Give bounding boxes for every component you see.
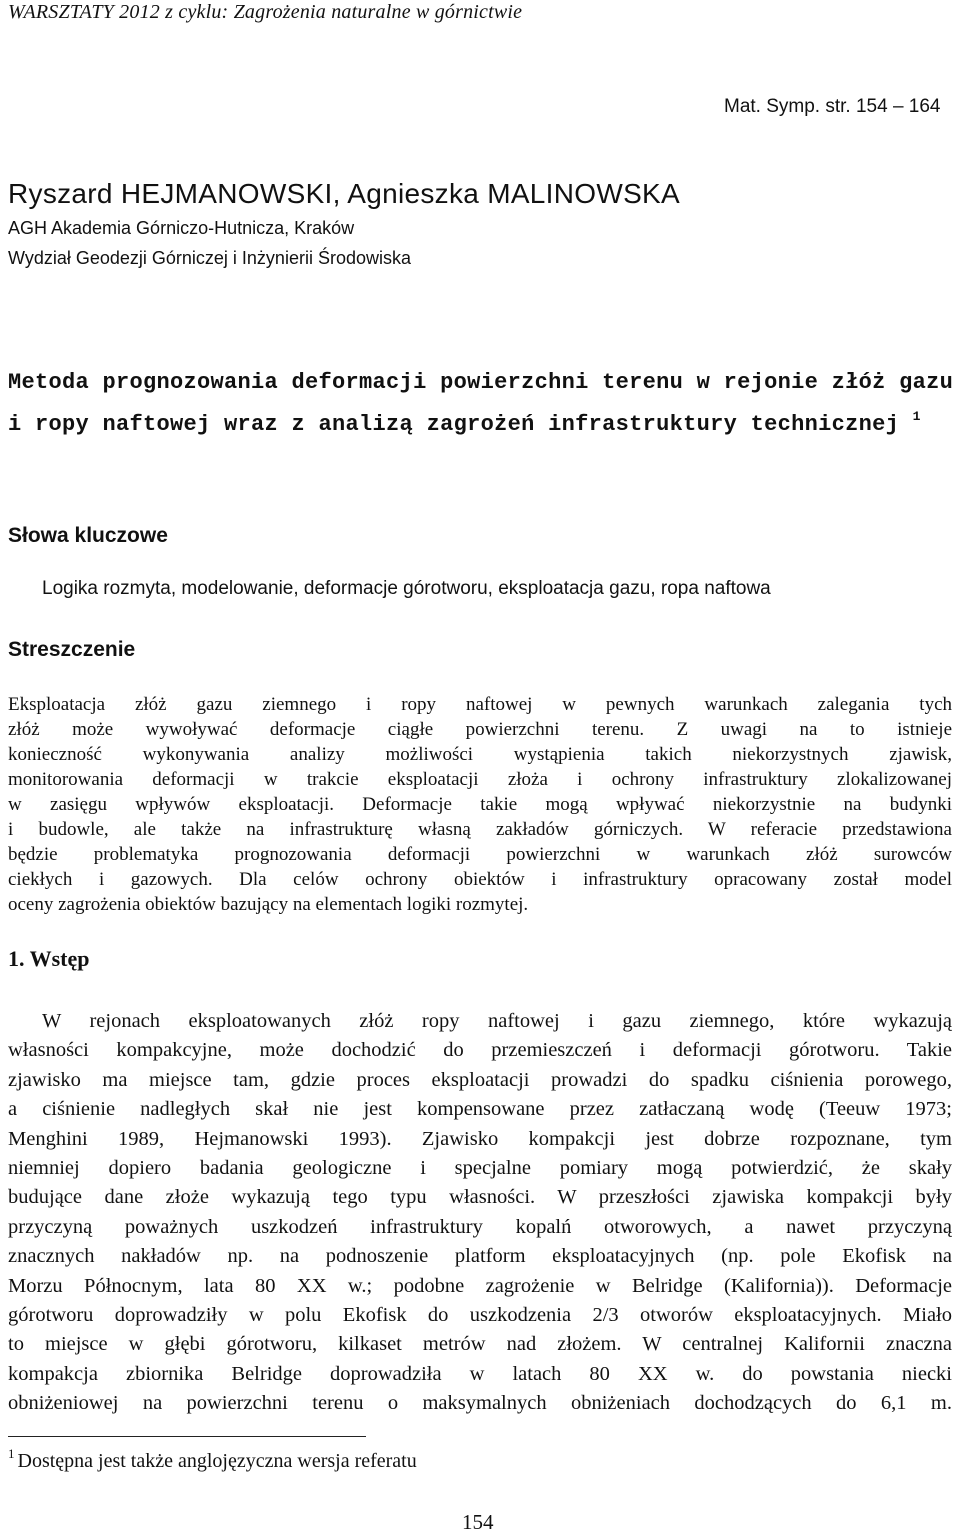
page-number: 154 (462, 1510, 494, 1534)
body-line: górotworu doprowadziły w polu Ekofisk do uszkodzenia 2/3 otworów eksploatacyjnych. Miało (8, 1304, 952, 1327)
body-line: przyczyną poważnych uszkodzeń infrastruktury kopalń otworowych, a nawet przyczyną (8, 1215, 952, 1238)
page-range: Mat. Symp. str. 154 – 164 (724, 96, 941, 117)
paper-title-line-1: Metoda prognozowania deformacji powierzchni terenu w rejonie złóż gazu (8, 370, 954, 395)
body-line: Menghini 1989, Hejmanowski 1993). Zjawisko kompakcji jest dobrze rozpoznane, tym (8, 1127, 952, 1150)
body-line: Morzu Północnym, lata 80 XX w.; podobne zagrożenie w Belridge (Kalifornia)). Deformacje (8, 1274, 952, 1297)
body-line: znacznych nakładów np. na podnoszenie platform eksploatacyjnych (np. pole Ekofisk na (8, 1245, 952, 1268)
abstract-body (8, 692, 952, 917)
abstract-line: złóż może wywoływać deformacje ciągłe powierzchni terenu. Z uwagi na to istnieje (8, 719, 952, 740)
abstract-line: Eksploatacja złóż gazu ziemnego i ropy naftowej w pewnych warunkach zalegania tych (8, 694, 952, 715)
section-heading-introduction: 1. Wstęp (8, 946, 90, 971)
footnote-separator (8, 1436, 366, 1437)
abstract-line: będzie problematyka prognozowania deformacji powierzchni w warunkach złóż surowców (8, 844, 952, 865)
section-body-introduction (8, 1007, 952, 1419)
body-line: obniżeniowej na powierzchni terenu o maksymalnych obniżeniach dochodzących do 6,1 m. (8, 1392, 952, 1415)
body-line: zjawisko ma miejsce tam, gdzie proces eksploatacji prowadzi do spadku ciśnienia porowego, (8, 1068, 952, 1091)
footnote-mark: 1 (8, 1446, 15, 1461)
affiliation-university: AGH Akademia Górniczo-Hutnicza, Kraków (8, 218, 355, 238)
abstract-line: ciekłych i gazowych. Dla celów ochrony obiektów i infrastruktury opracowany został model (8, 869, 952, 890)
body-line: niemniej dopiero badania geologiczne i specjalne pomiary mogą potwierdzić, że skały (8, 1157, 952, 1180)
footnote (8, 1446, 417, 1473)
title-footnote-mark: 1 (912, 409, 921, 424)
abstract-line: konieczność wykonywania analizy możliwości wystąpienia takich niekorzystnych zjawisk, (8, 744, 952, 765)
keywords-heading: Słowa kluczowe (8, 524, 168, 547)
authors: Ryszard HEJMANOWSKI, Agnieszka MALINOWSKA (8, 178, 681, 209)
body-line: budujące dane złoże wykazują tego typu własności. W przeszłości zjawiska kompakcji były (8, 1186, 952, 1209)
affiliation-faculty: Wydział Geodezji Górniczej i Inżynierii Środowiska (8, 248, 411, 268)
keywords-text: Logika rozmyta, modelowanie, deformacje górotworu, eksploatacja gazu, ropa naftowa (42, 578, 771, 599)
abstract-line: monitorowania deformacji w trakcie eksploatacji złoża i ochrony infrastruktury zlokalizowanej (8, 769, 952, 790)
paper-title-line-2 (8, 400, 958, 442)
paper-title-line-2-text: i ropy naftowej wraz z analizą zagrożeń infrastruktury technicznej (8, 412, 900, 437)
body-line: kompakcja zbiornika Belridge doprowadziła w latach 80 XX w. do powstania niecki (8, 1362, 952, 1385)
abstract-line: oceny zagrożenia obiektów bazujący na elementach logiki rozmytej. (8, 894, 529, 915)
abstract-line: w zasięgu wpływów eksploatacji. Deformacje takie mogą wpływać niekorzystnie na budynki (8, 794, 952, 815)
footnote-text: Dostępna jest także anglojęzyczna wersja referatu (17, 1450, 417, 1472)
body-line: a ciśnienie nadległych skał nie jest kompensowane przez zatłaczaną wodę (Teeuw 1973; (8, 1098, 952, 1121)
abstract-line: i budowle, ale także na infrastrukturę własną zakładów górniczych. W referacie przedstawiona (8, 819, 952, 840)
running-header: WARSZTATY 2012 z cyklu: Zagrożenia naturalne w górnictwie (8, 1, 523, 23)
abstract-heading: Streszczenie (8, 638, 136, 661)
body-line: W rejonach eksploatowanych złóż ropy naftowej i gazu ziemnego, które wykazują (42, 1010, 952, 1032)
body-line: własności kompakcyjne, może dochodzić do przemieszczeń i deformacji górotworu. Takie (8, 1039, 952, 1062)
body-line: to miejsce w głębi górotworu, kilkaset metrów nad złożem. W centralnej Kalifornii znaczna (8, 1333, 952, 1356)
